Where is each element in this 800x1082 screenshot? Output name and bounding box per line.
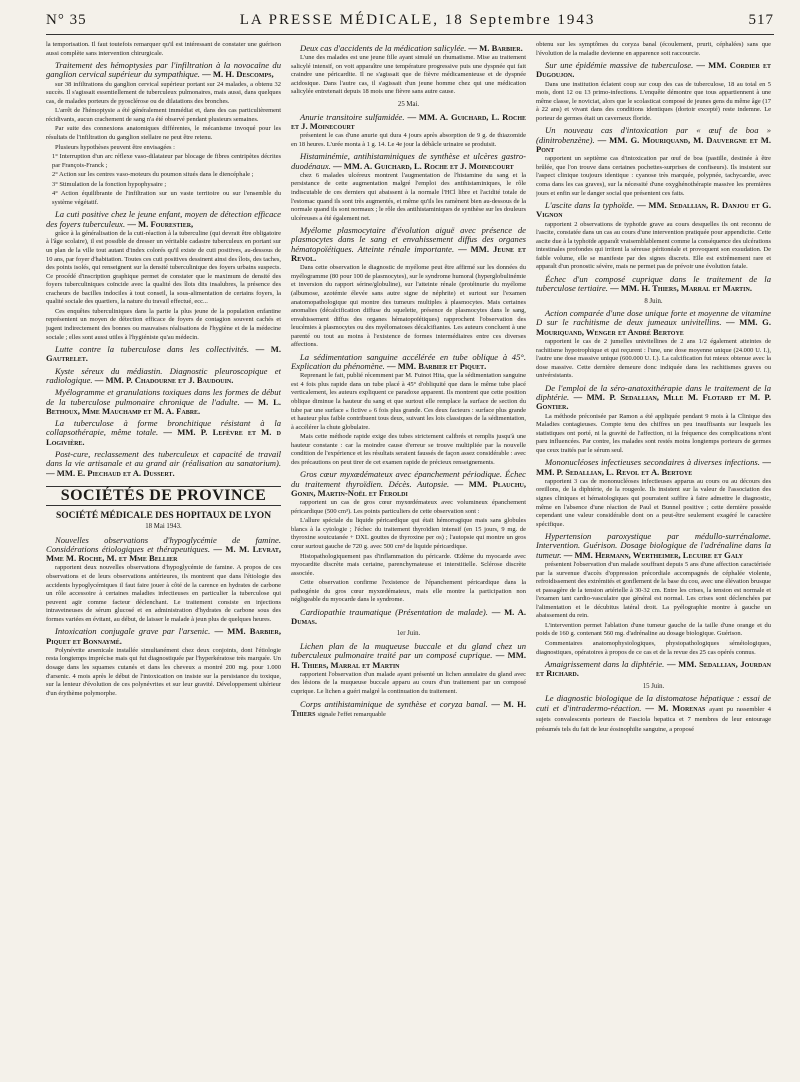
page-header — [46, 12, 774, 35]
communication-entry — [291, 470, 526, 498]
communication-title: Myélogramme et granulations toxiques dans les formes de début de la tuberculose pulmonaire chronique de l'adulte. — [46, 387, 281, 407]
communication-title: Corps antihistaminique de synthèse et coryza banal. — [300, 698, 488, 709]
communication-title: Hypertension paroxystique par médullo-surrénalome. Intervention. Guérison. Dosage biologique de l'adrénaline dans la tumeur. — [536, 531, 771, 560]
communication-title: Mononucléoses infectieuses secondaires à diverses infections. — [545, 457, 760, 468]
communication-entry — [46, 61, 281, 80]
communication-title: Kyste séreux du médiastin. Diagnostic pleuroscopique et radiologique. — [46, 365, 281, 385]
page-number: 517 — [748, 12, 774, 28]
communication-entry — [291, 608, 526, 627]
communication-authors: — M. Barbier. — [468, 43, 523, 53]
paragraph: Reprenant le fait, publié récemment par M. Fuinot Hita, que la sédimentation sanguine est 4 fois plus rapide dans un tube placé à 45° d'obliquité que dans le même tube placé verticalement, les auteurs expliquent ce paradoxe apparent. Ils montrent que cette position oblique diminue la hauteur du sang et que surtout elle remplace la surface de section du tube par une surface « fictive » 6 fois plus grande. Ces deux facteurs : surface plus grande et hauteur plus faible contribuent tous deux, suivant les lois classiques de la sédimentation, à accélérer la chute globulaire. — [291, 372, 526, 431]
journal-title: LA PRESSE MÉDICALE, 18 Septembre 1943 — [239, 12, 596, 28]
session-date: 8 Juin. — [644, 297, 663, 305]
paragraph: la temporisation. Il faut toutefois remarquer qu'il est intéressant de constater une guérison aussi complète sans intervention chirurgicale. — [46, 41, 281, 57]
paragraph: Plusieurs hypothèses peuvent être envisagées : — [55, 143, 175, 151]
communication-title: Myélome plasmocytaire d'évolution aiguë avec présence de plasmocytes dans le sang et envahissement diffus des organes hématopoïétiques. Atteinte rénale importante. — [291, 225, 526, 254]
communication-authors: — M. Morenas — [645, 702, 706, 713]
paragraph: chez 6 malades ulcéreux montrent l'augmentation de l'histamine du sang et la persistance de cette augmentation malgré l'emploi des antihistaminiques, le rôle indiscutable de ces derniers qui abaissent à la normale l'HCl libre et l'acidité totale de l'estomac quand ils sont très augmentés, et même qu'ils les ramènent bien au-dessous de la normale quand ils sont normaux ; le rôle des antihistaminiques de synthèse sur les douleurs ulcéreuses a été également net. — [291, 171, 526, 222]
communication-authors: — MM. Plauchu, Gonin, Martin-Noël et Feroldi — [291, 478, 526, 498]
communication-title: Lichen plan de la muqueuse buccale et du gland chez un tuberculeux pulmonaire traité par un composé cuprique. — [291, 641, 526, 661]
section-heading: SOCIÉTÉS DE PROVINCE — [46, 486, 281, 507]
communication-title: Cardiopathie traumatique (Présentation de malade). — [300, 606, 488, 617]
paragraph: rapportent le cas de 2 jumelles univitellines de 2 ans 1/2 également atteintes de rachitisme hypotrophique et qui reçurent : l'une, une dose moyenne unique (24.000 U. I.), l'autre une dose massive unique (600.000 U. I.). La calcification fut mieux obtenue avec la dose massive. Cette dernière demeure donc indiquée dans les rachitismes graves ou univérsistants. — [536, 337, 771, 380]
session-date: 1er Juin. — [396, 630, 421, 638]
paragraph: rapportent l'observation d'un malade ayant présenté un lichen annulaire du gland avec des lésions de la muqueuse buccale apparu au cours d'un traitement par un composé cuprique. Le lichen a guéri malgré la continuation du traitement. — [291, 670, 526, 695]
paragraph: obtenu sur les symptômes du coryza banal (écoulement, prurit, céphalées) sans que l'évolution de la maladie devienne en apparence soit raccourcie. — [536, 41, 771, 57]
communication-authors: — M. H. Thiers — [291, 698, 526, 718]
communication-entry — [46, 388, 281, 416]
communication-entry — [536, 660, 771, 679]
communication-entry — [46, 345, 281, 364]
paragraph: L'une des malades est une jeune fille ayant simulé un rhumatisme. Mise au traitement salicylé intensif, on voit apparaître une température progressive puis une dyspnée qui fait craindre une péricardite. Il ne s'agissait que de fièvre médicamenteuse et de dyspnée acidosique. Dans l'autre cas, il s'agissait d'un jeune homme chez qui une médication salicylée entretenait depuis 18 mois une fièvre sans autre cause. — [291, 54, 526, 96]
communication-title: L'ascite dans la typhoïde. — [545, 200, 635, 211]
communication-authors: — MM. P. Sedallian, Mlle M. Flotard et M. P. Gontier. — [536, 391, 771, 412]
paragraph: rapportent 2 observations de typhoïde grave au cours desquelles ils ont reconnu de l'ascite, constatée dans un cas au cours d'une intervention pratiquée pour appendicite. Cette ascite due à la typhoïde apparaît vraisemblablement comme la conséquence des ulcérations intestinales profondes qui irritent la séreuse péritonéale et provoquent son exsudation. De faible volume, elle se manifeste par des signes discrets. Elle est extrêmement rare et apparaît d'un pronostic sévère, mais ne permet pas de prévoir une évolution fatale. — [536, 220, 771, 271]
communication-authors: — M. Fourestier, — [127, 218, 194, 229]
communication-entry — [46, 210, 281, 229]
communication-entry — [291, 44, 526, 53]
communication-entry — [536, 275, 771, 294]
communication-title: Post-cure, reclassement des tuberculeux et capacité de travail dans la vie artisanale et au grand air (réalisation au sanatorium). — [46, 449, 281, 469]
paragraph: Dans une institution éclatent coup sur coup des cas de tuberculose, 18 au total en 5 mois, dont 12 ou 13 primo-infections. L'enquête démontre que tous appartiennent à une même classe, le noviciat, alors que le scolasticat composé de jeunes gens du même âge (17 à 22 ans) et vivant dans des conditions identiques (dortoir excepté) reste indemne. Le porteur de germes était un caverneux floride. — [536, 80, 771, 122]
communication-authors: — MM. P. Chadourne et J. Baudouin. — [94, 374, 234, 385]
column-1 — [46, 41, 281, 1081]
paragraph: signale l'effet remarquable — [317, 710, 386, 718]
communication-title: Traitement des hémoptysies par l'infiltration à la novocaïne du ganglion cervical supérieur du sympathique. — [46, 60, 281, 80]
communication-title: Histaminémie, antihistaminiques de synthèse et ulcères gastro-duodénaux. — [291, 151, 526, 171]
paragraph: L'allure spéciale du liquide péricardique qui était hémorragique mais sans globules blancs à la cytologie ; l'échec du traitement thyroïdien intensif (en 15 jours, 9 mg. de thyroxine soutcutanée + DXL gouttes de thyroxine per os) ; l'autopsie qui montre un gros cœur surtout gauche de 720 g. avec 500 cm³ de liquide péricardique. — [291, 517, 526, 551]
list-item: 4° Action équilibrante de l'infiltration sur un vaste territoire ou sur l'ensemble du système végétatif. — [52, 190, 281, 206]
communication-authors: — M. Gautrelet. — [46, 344, 281, 364]
paragraph: Dans cette observation le diagnostic de myélome peut être affirmé sur les données du myélogramme (80 pour 100 de plasmocytes), sur le syndrome humoral (hyperglobulinémie et inversion du rapport sérine/globuline), sur l'atteinte rénale (protéinurie du myélome (albumose, azotémie élevée sans autre signe de néphrite) et surtout sur l'examen anatomopathologique qui montre des tumeurs multiples à plasmocytes. Mais certaines anomalies (décalcification diffuse du squelette, présence de plasmocytes dans le sang, envahissement diffus des organes hématopoïétiques) rapprochent l'observation des leucémies à plasmocytes ou des myélomatoses décalcifiantes. Les auteurs concluent à une parenté ou tout au moins à l'existence de formes intermédiaires entre ces diverses affections. — [291, 264, 526, 349]
communication-entry — [291, 353, 526, 372]
communication-authors: — MM. Sedallian, Jourdan et Richard. — [536, 659, 771, 679]
communication-entry — [46, 450, 281, 478]
communication-entry — [536, 309, 771, 337]
paragraph: Polynévrite arsenicale installée simultanément chez deux conjoints, dont l'étiologie resta longtemps imprécise mais qui fut diagnostiquée par l'hyperkératose très marquée. Un dosage dans les squames cutanés et dans les cheveux a montré 200 mg. pour 1.000 d'arsenic. 4 mois après le début de l'intoxication on insiste sur la persistance du toxique, sur la lenteur d'évolution de ces polynévrites et sur leur gravité. Développement ultérieur d'un érythème polymorphe. — [46, 646, 281, 697]
paragraph: Histopathologiquement pas d'inflammation du péricarde. Œdème du myocarde avec myocardite discrète mais certaine, parenchymateuse et interstitielle. Sclérose discrète associée. — [291, 552, 526, 577]
communication-authors: — MM. Barbier, Piquet et Bonnaymé. — [46, 626, 281, 646]
paragraph: grâce à la généralisation de la cuti-réaction à la tuberculine (qui devrait être obligatoire à l'âge scolaire), il est possible de dresser un véritable cadastre tuberculeux en portant sur un plan de la ville tout autant d'index colorés qu'il existe de cuti positives, au-dessous de 10 ans, par foyer d'habitation. Toutes ces cuti positives dessinent ainsi des îlots, des taches, des points isolés, qui renseignent sur la densité tuberculinique des foyers urbains suspects. Ce procédé d'inscription graphique permet de constater que le maximum de densité des foyers tuberculiniques coïncide avec la qualité des îlots dits insalubres, la présence des cracheurs de bacilles indociles à tout conseil, la sous-alimentation de certains foyers, la qualité sociale des quartiers, la nature du travail effectué, ecc... — [46, 229, 281, 306]
communication-entry — [291, 642, 526, 670]
paragraph: L'arrêt de l'hémoptysie a été généralement immédiat et, dans des cas particulièrement récidivants, aucun crachement de sang n'a été observé pendant plusieurs semaines. — [46, 107, 281, 123]
paragraph: présentent l'observation d'un malade souffrant depuis 5 ans d'une affection caractérisée par la survenue d'accès d'oppression précordiale accompagnés de céphalée violente, refroidissement des extrémités et gonflement de la base du cou, avec une élévation brusque et passagère de la tension artérielle à 30-32 cm. Entre les crises, la tension est normale et l'examen tant cardio-vasculaire que général est normal. Les crises sont déclenchées par l'alimentation et le décubitus latéral droit. La pyélographie montre à gauche un abaissement du rein. — [536, 561, 771, 620]
communication-title: Un nouveau cas d'intoxication par « œuf de boa » (dinitrobenzène). — [536, 125, 771, 145]
paragraph: Mais cette méthode rapide exige des tubes strictement calibrés et remplis jusqu'à une hauteur constante : car la moindre cause d'erreur se trouve multipliée par la nouvelle condition de l'expérience et les résultats seraient faussés de façon assez considérable : avec des précautions on peut tirer de cet examen rapide de précieux renseignements. — [291, 433, 526, 466]
communication-authors: — MM. P. Lefèvre et M. d Logivière. — [46, 427, 281, 447]
communication-authors: — M. L. Bethoux, Mme Mauchamp et M. A. Fabre. — [46, 396, 281, 416]
communication-authors: — MM. G. Mouriquand, Wenger et André Bertoye — [536, 317, 771, 337]
communication-authors: — M. H. Descomps, — [202, 69, 274, 80]
communication-title: Anurie transitoire sulfamidée. — [300, 111, 405, 122]
communication-entry — [291, 226, 526, 263]
communication-title: De l'emploi de la séro-anatoxithérapie dans le traitement de la diphtérie. — [536, 382, 771, 402]
communication-authors: — MM. G. Mouriquand, M. Dauvergne et M. Pont — [536, 134, 771, 155]
paragraph: La méthode préconisée par Ramon a été appliquée pendant 9 mois à la Clinique des Maladies contagieuses. Compte tenu des chiffres un peu insuffisants sur lesquels les statistiques ont porté, ni la gravité de l'affection, ni la fréquence des complications n'ont paru influencées. Par contre, les malades sont restés moins longtemps porteurs de germes que ceux traités par le sérum seul. — [536, 412, 771, 454]
communication-authors: — MM. Cordier et Dugoujon. — [536, 60, 771, 80]
communication-authors: — MM. Jeune et Revol. — [291, 243, 526, 264]
communication-entry — [46, 627, 281, 646]
communication-entry — [46, 367, 281, 386]
communication-title: La tuberculose à forme bronchitique résistant à la collapsothérapie, même totale. — [46, 418, 281, 438]
communication-entry — [536, 61, 771, 80]
paragraph: ayant pu rassembler 4 sujets convalescents porteurs de Fasciola hepatica et 7 membres de leur entourage présumés tels du fait de leur éosinophilie sanguine, a proposé — [536, 705, 771, 734]
hypothesis-list — [46, 153, 281, 207]
communication-title: Le diagnostic biologique de la distomatose hépatique : essai de cuti et d'intradermo-réaction. — [536, 693, 771, 713]
communication-authors: — MM. Barbier et Piquet. — [386, 361, 487, 372]
communication-entry — [291, 152, 526, 171]
communication-title: La sédimentation sanguine accélérée en tube oblique à 45°. Explication du phénomène. — [291, 351, 526, 372]
column-3 — [536, 41, 771, 1081]
communication-entry — [536, 384, 771, 412]
communication-entry — [536, 458, 771, 477]
communication-entry — [536, 201, 771, 220]
communication-entry — [536, 126, 771, 154]
communication-authors: — MM. A. Guichard, L. Roche et J. Moinecourt — [291, 111, 526, 131]
communication-entry — [46, 419, 281, 447]
communication-title: Lutte contre la tuberculose dans les collectivités. — [55, 344, 250, 355]
communication-entry — [536, 532, 771, 560]
communication-authors: — M. A. Dumas. — [291, 606, 526, 627]
paragraph: Commentaires anatomophysiologiques, physiopathologiques séméiologiques, diagnostiques, opératoires à propos de ce cas et de la revue des 25 cas opérés connus. — [536, 640, 771, 656]
communication-authors: — MM. E. Piechaud et A. Dussert. — [46, 467, 175, 478]
communication-authors: — MM. P. Sedallian, L. Revol et A. Bertoye — [536, 457, 771, 477]
paragraph: Par suite des connexions anatomiques différentes, le mécanisme invoqué pour les résultats de l'infiltration du ganglion stellaire ne peut être retenu. — [46, 125, 281, 141]
communication-title: La cuti positive chez le jeune enfant, moyen de détection efficace des foyers tuberculeux. — [46, 209, 281, 229]
communication-authors: — MM. A. Guichard, L. Roche et J. Moinecourt — [333, 160, 514, 171]
paragraph: rapportent deux nouvelles observations d'hypoglycémie de famine. A propos de ces observations et de leurs observations antérieures, ils montrent que dans l'étiologie des accidents hypoglycémiques il faut faire jouer à côté de la carence en hydrates de carbone un rôle accessoire à certaines maladies infectieuses en particulier la tuberculose qui peuvent agir comme facteur déclenchant. Le traitement consiste en injections intraveineuses de sérum glucosé et en administration d'hydrates de carbone sous des formes variées en évitant, au début, de laisser le malade à jeun plus de quelques heures. — [46, 564, 281, 623]
list-item: 2° Action sur les centres vaso-moteurs du poumon situés dans le diencéphale ; — [52, 171, 254, 179]
list-item: 1° Interruption d'un arc réflexe vaso-dilatateur par blocage de fibres centripètes décrites par François-Franck ; — [52, 153, 281, 169]
communication-title: Sur une épidémie massive de tuberculose. — [545, 60, 694, 71]
communication-entry — [46, 536, 281, 564]
column-2 — [291, 41, 526, 1081]
paragraph: rapportent un septième cas d'intoxication par œuf de boa (pastille, destinée à être brûlée, que l'on trouve dans certaines pochettes-surprises de confiseurs). Ils insistent sur l'aspect clinique toujours identique : cyanose très marquée, polypnée, tachycardie, avec coma dans les cas graves), sur la nécessité d'une oxyghénothérapie massive les premières jours et enfin sur le danger social que présentent ces faits. — [536, 155, 771, 197]
communication-title: Échec d'un composé cuprique dans le traitement de la tuberculose tertiaire. — [536, 273, 771, 294]
communication-title: Action comparée d'une dose unique forte et moyenne de vitamine D sur le rachitisme de deux jumeaux univitellins. — [536, 308, 771, 328]
communication-title: Nouvelles observations d'hypoglycémie de famine. Considérations étiologiques et thérapeutiques. — [46, 534, 281, 554]
communication-authors: — MM. Hermann, Wertheimer, Lecuire et Galy — [563, 549, 743, 560]
communication-authors: — M. M. Levrat, Mme M. Roche, M. et Mme Bellier — [46, 543, 281, 564]
paragraph: L'intervention permet l'ablation d'une tumeur gauche de la taille d'une orange et du poids de 160 g. contenant 560 mg. d'adrénaline au dosage biologique. Guérison. — [536, 621, 771, 638]
paragraph: sur 38 infiltrations du ganglion cervical supérieur portant sur 24 malades, a obtenu 32 succès. Il s'agissait essentiellement de tuberculeux pulmonaires, mais aussi, dans quelques cas, de malades porteurs de pyosclérose ou de dilatations des bronches. — [46, 80, 281, 105]
session-date: 15 Juin. — [642, 682, 665, 690]
communication-authors: — MM. H. Thiers, Marral et Martin — [291, 650, 526, 670]
society-heading: SOCIÉTÉ MÉDICALE DES HOPITAUX DE LYON — [55, 511, 272, 522]
session-date: 18 Mai 1943. — [145, 523, 182, 530]
session-date: 25 Mai. — [397, 101, 420, 109]
paragraph: Cette observation confirme l'existence de l'épanchement péricardique dans la pathogénie du gros cœur myxœdémateux, mais elle montre la participation non négligeable du myocarde dans le syndrome. — [291, 579, 526, 604]
communication-title: Intoxication conjugale grave par l'arsenic. — [55, 626, 211, 637]
paragraph: présentent le cas d'une anurie qui dura 4 jours après absorption de 9 g. de thiazomide en 18 heures. L'urée monta à 1 g. 14. Le 4e jour la débâcle urinaire se produisit. — [291, 132, 526, 148]
issue-number: N° 35 — [46, 12, 87, 28]
communication-authors: — MM. Sedallian, R. Danjou et G. Vignon — [536, 200, 771, 220]
list-item: 3° Stimulation de la fonction hypophysaire ; — [52, 180, 167, 188]
communication-title: Amaigrissement dans la diphtérie. — [545, 659, 665, 670]
communication-authors: — MM. H. Thiers, Marral et Martin. — [610, 283, 752, 294]
communication-entry — [291, 113, 526, 132]
communication-title: Deux cas d'accidents de la médication salicylée. — [300, 43, 467, 53]
paragraph: Ces enquêtes tuberculiniques dans la partie la plus jeune de la population enfantine représentent un moyen de détection efficace de foyers de contagion souvent cachés et jugent indirectement des bonnes ou mauvaises réalisations de l'hygiène et de la médecine sociale ; elles sont aussi utiles à l'hygiéniste qu'au médecin. — [46, 307, 281, 341]
communication-title: Gros cœur myxœdémateux avec épanchement périodique. Échec du traitement thyroïdien. Décès. Autopsie. — [291, 469, 526, 489]
communication-entry — [291, 700, 526, 720]
communication-entry — [536, 694, 771, 734]
paragraph: rapportent un cas de gros cœur myxœdémateux avec volumineux épanchement péricardique (500 cm³). Les points particuliers de cette observation sont : — [291, 499, 526, 515]
paragraph: rapportent 3 cas de mononucléoses infectieuses apparus au cours ou au décours des oreillons, de la diphtérie, de la rougeole. Ils insistent sur la valeur de l'association des signes cliniques et hématologiques qui pourraient suffire à faire admettre le diagnostic, même en l'absence d'une réaction de Paul et Bunnel positive ; cette dernière possède cependant une valeur considérable dont on a peut-être seulement exagéré le caractère spécifique. — [536, 477, 771, 528]
